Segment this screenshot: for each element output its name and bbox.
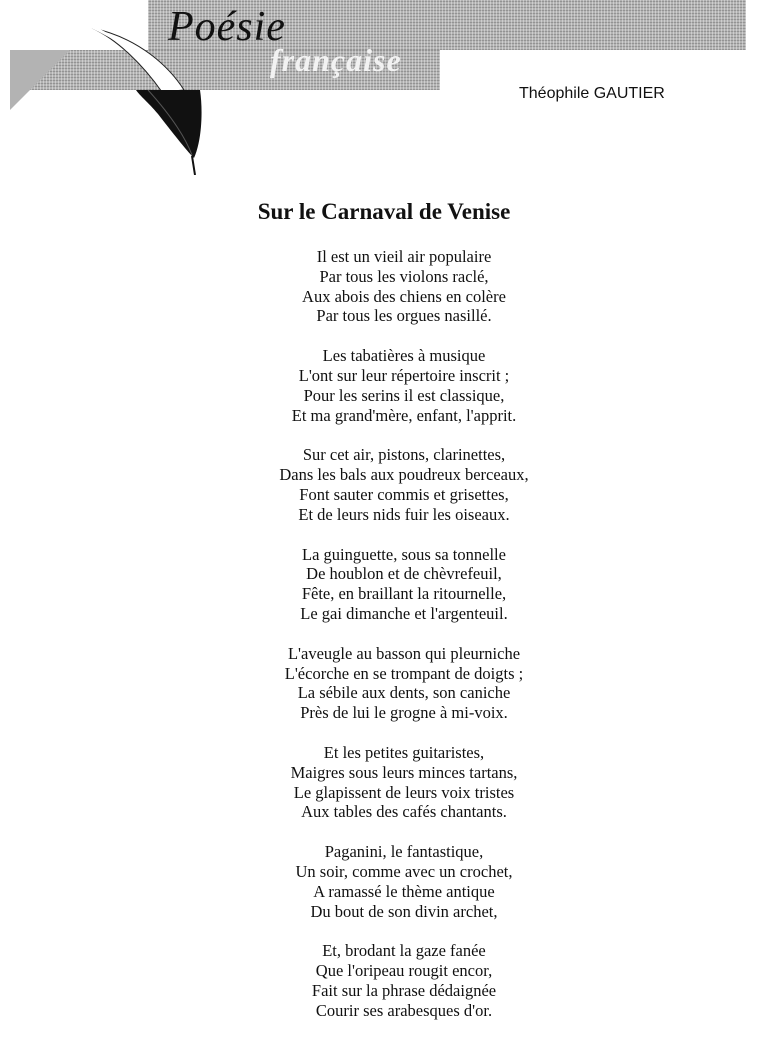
poem-line: Courir ses arabesques d'or. — [315, 1000, 493, 1020]
poem-line: Les tabatières à musique — [322, 346, 486, 366]
poem-line: Et de leurs nids fuir les oiseaux. — [298, 504, 510, 524]
poem-line: Un soir, comme avec un crochet, — [295, 861, 513, 881]
poem-line: Par tous les violons raclé, — [319, 266, 489, 286]
poem-line: A ramassé le thème antique — [313, 881, 495, 901]
poem-line: Du bout de son divin archet, — [310, 901, 498, 921]
poem-line: L'aveugle au basson qui pleurniche — [287, 643, 521, 663]
stanza — [0, 842, 768, 921]
poem-line: Et les petites guitaristes, — [323, 742, 485, 762]
poem-line: La sébile aux dents, son caniche — [297, 683, 511, 703]
poem-line: Fait sur la phrase dédaignée — [311, 980, 497, 1000]
stanza — [0, 346, 768, 425]
poem-title: Sur le Carnaval de Venise — [257, 199, 511, 224]
poem-line: Aux abois des chiens en colère — [302, 286, 506, 306]
poem-line: Près de lui le grogne à mi-voix. — [300, 703, 508, 723]
poem-line: Font sauter commis et grisettes, — [299, 484, 509, 504]
poem-line: Fête, en braillant la ritournelle, — [301, 584, 507, 604]
author-name: Théophile GAUTIER — [519, 85, 665, 102]
poem-line: De houblon et de chèvrefeuil, — [306, 564, 502, 584]
poem-body — [0, 247, 768, 1041]
poem-line: Le gai dimanche et l'argenteuil. — [300, 603, 508, 623]
poem-line: Pour les serins il est classique, — [303, 385, 505, 405]
poem-line: Et ma grand'mère, enfant, l'apprit. — [291, 405, 517, 425]
header-subtitle: française — [270, 42, 402, 78]
poem-line: Maigres sous leurs minces tartans, — [290, 762, 518, 782]
poem-line: Sur cet air, pistons, clarinettes, — [302, 445, 506, 465]
stanza — [0, 247, 768, 326]
poem-line: La guinguette, sous sa tonnelle — [302, 544, 506, 564]
header-title: Poésie — [168, 4, 286, 50]
poem-line: Aux tables des cafés chantants. — [301, 802, 507, 822]
stanza — [0, 644, 768, 723]
stanza — [0, 941, 768, 1020]
poem-line: Dans les bals aux poudreux berceaux, — [279, 465, 529, 485]
poem-line: Par tous les orgues nasillé. — [316, 306, 492, 326]
stanza — [0, 545, 768, 624]
poem-line: Que l'oripeau rougit encor, — [315, 961, 493, 981]
poem-line: Et, brodant la gaze fanée — [322, 941, 486, 961]
poem-line: L'ont sur leur répertoire inscrit ; — [298, 365, 510, 385]
stanza — [0, 445, 768, 524]
poem-line: L'écorche en se trompant de doigts ; — [284, 663, 524, 683]
stanza — [0, 743, 768, 822]
poem-line: Paganini, le fantastique, — [324, 842, 484, 862]
poem-line: Il est un vieil air populaire — [316, 247, 492, 266]
poem-line: Le glapissent de leurs voix tristes — [293, 782, 515, 802]
